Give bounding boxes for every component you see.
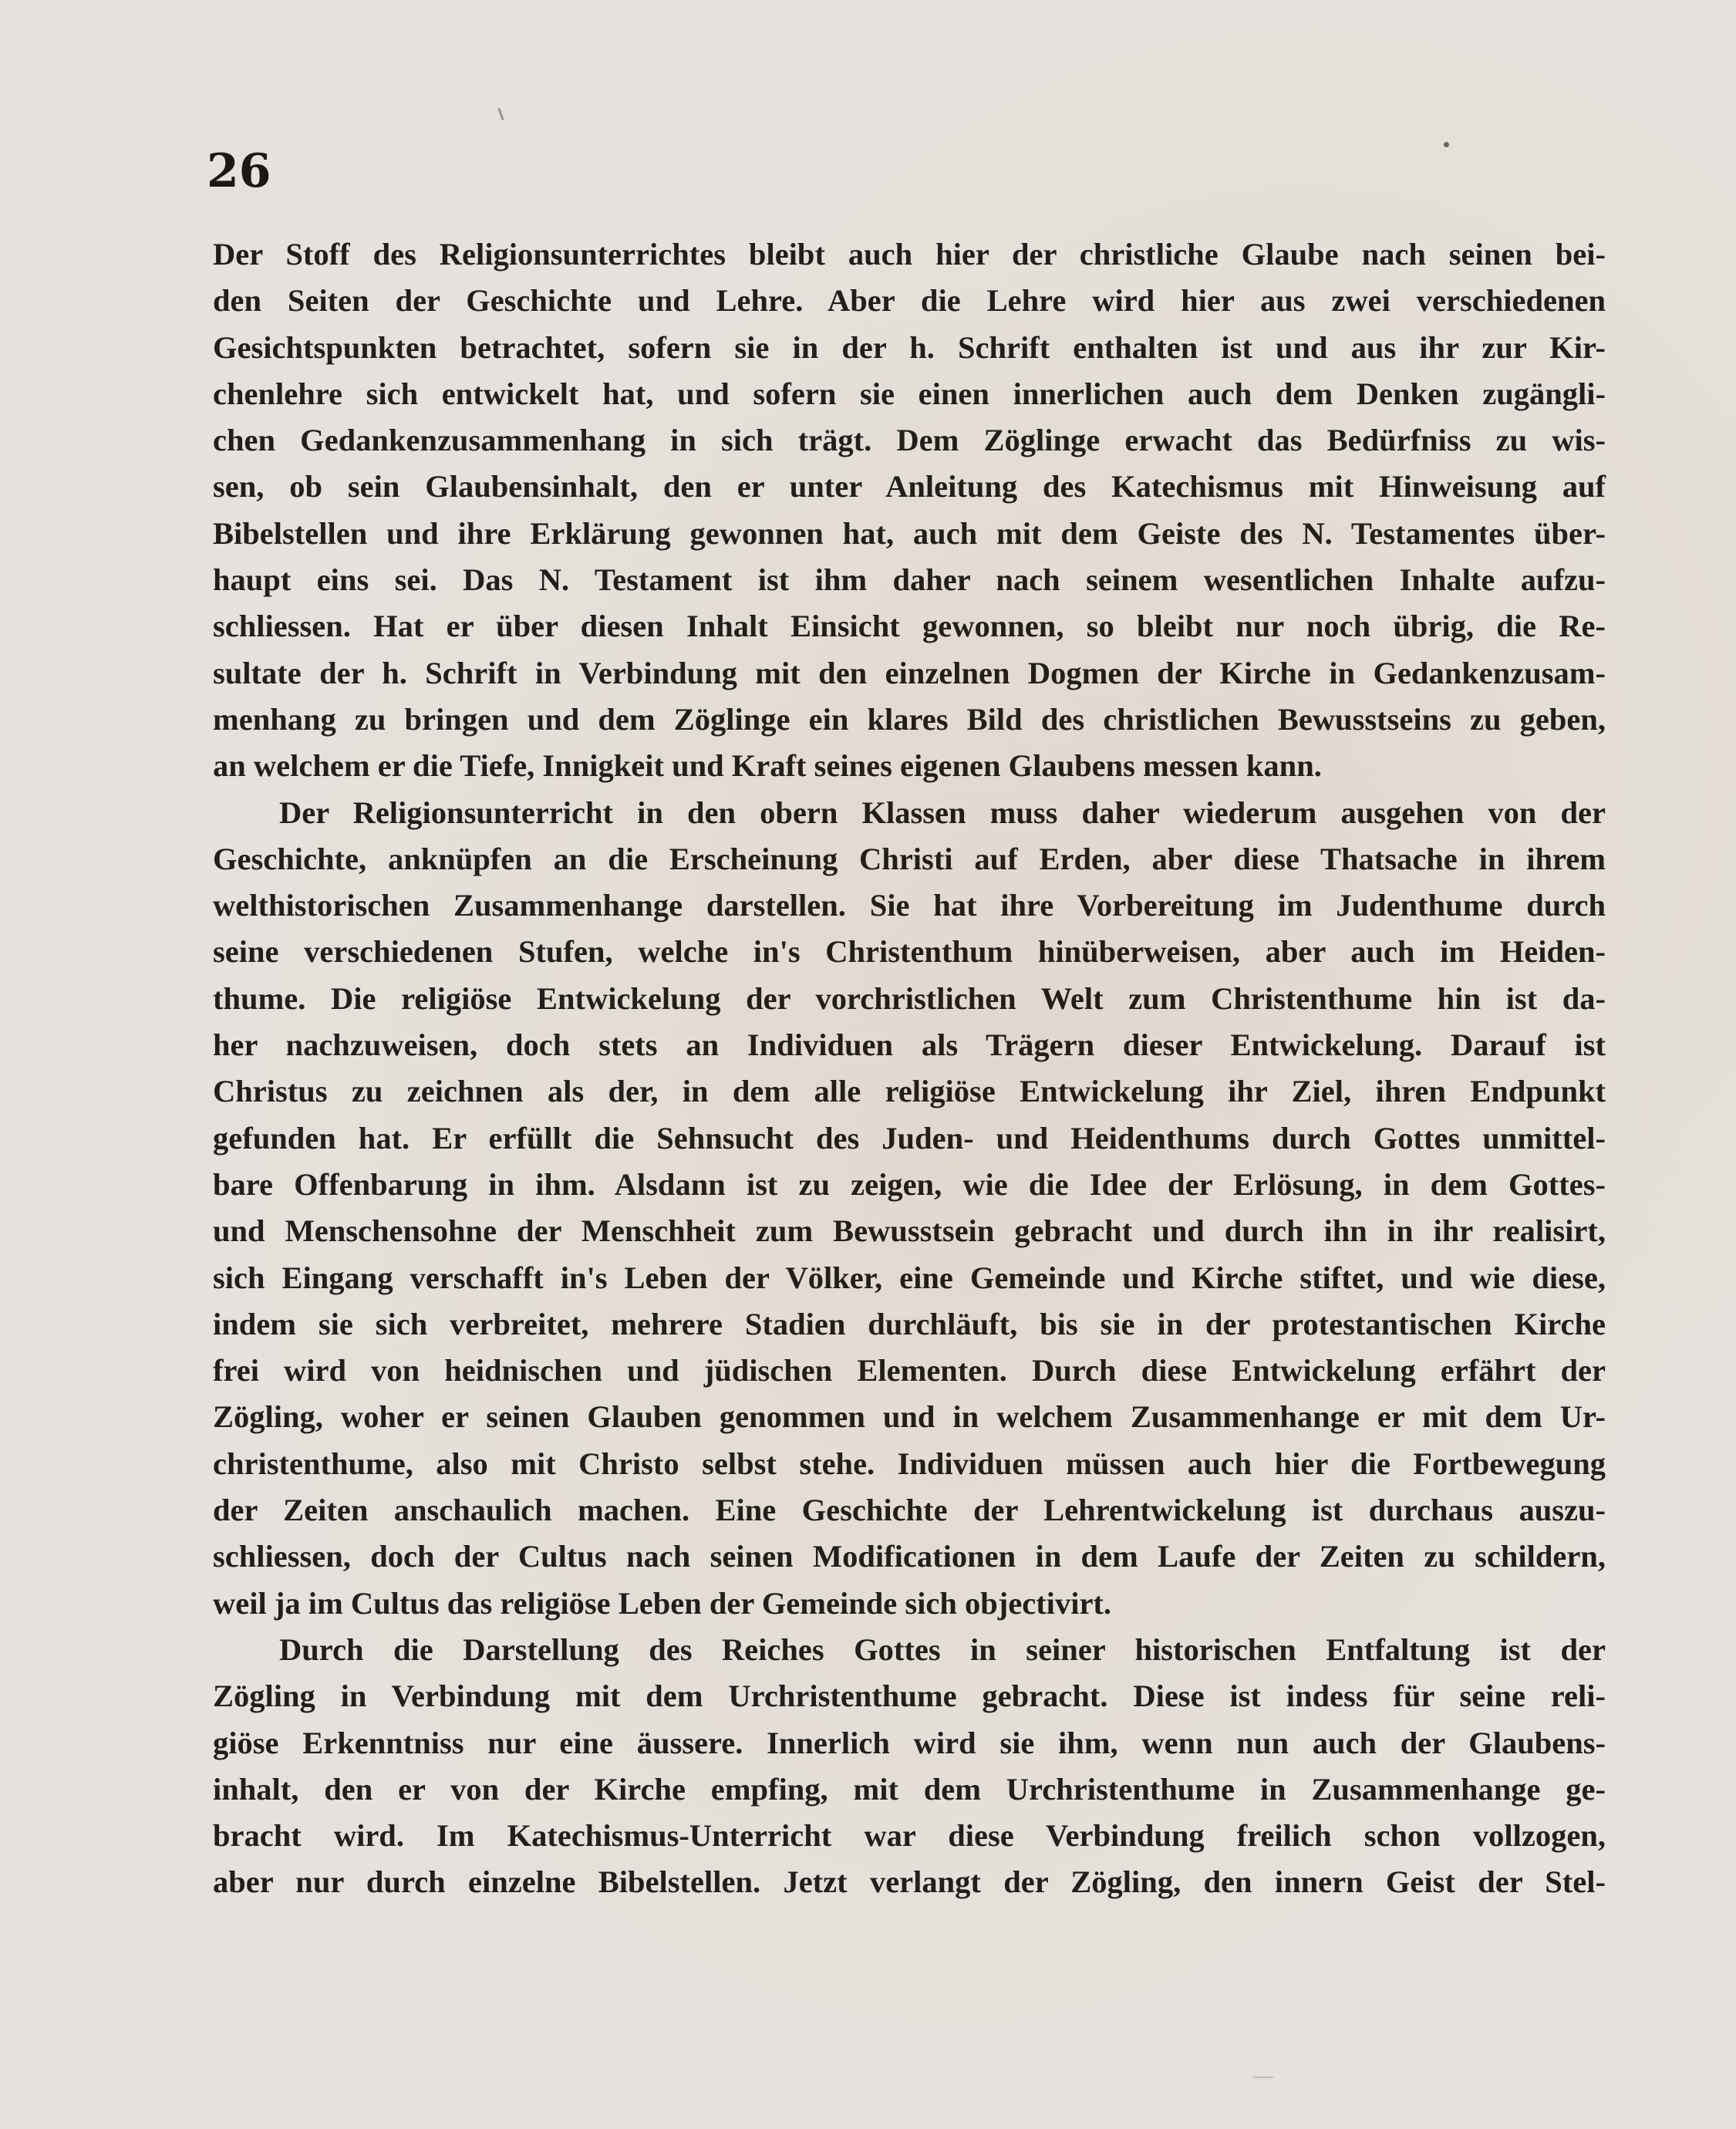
text-line: haupt eins sei. Das N. Testament ist ihm daher nach seinem wesentlichen Inhalte aufzu- [213, 562, 1606, 598]
text-line: Der Religionsunterricht in den obern Klassen muss daher wiederum ausgehen von der [279, 795, 1606, 830]
text-line: Der Stoff des Religionsunterrichtes bleibt auch hier der christliche Glaube nach seinen bei- [213, 237, 1606, 272]
text-line: sultate der h. Schrift in Verbindung mit den einzelnen Dogmen der Kirche in Gedankenzusam- [213, 655, 1606, 690]
paper-mark [1253, 2077, 1273, 2078]
text-line: Christus zu zeichnen als der, in dem alle religiöse Entwickelung ihr Ziel, ihren Endpunkt [213, 1074, 1606, 1109]
text-line: gefunden hat. Er erfüllt die Sehnsucht des Juden- und Heidenthums durch Gottes unmittel- [213, 1120, 1606, 1156]
text-line: Zögling in Verbindung mit dem Urchristenthume gebracht. Diese ist indess für seine reli- [213, 1679, 1606, 1714]
text-line: Geschichte, anknüpfen an die Erscheinung Christi auf Erden, aber diese Thatsache in ihrem [213, 841, 1606, 876]
text-line: christenthume, also mit Christo selbst stehe. Individuen müssen auch hier die Fortbewegung [213, 1446, 1606, 1481]
text-line: her nachzuweisen, doch stets an Individuen als Trägern dieser Entwickelung. Darauf ist [213, 1027, 1606, 1063]
paragraph-1 [213, 231, 1606, 790]
text-line: Durch die Darstellung des Reiches Gottes in seiner historischen Entfaltung ist der [279, 1631, 1606, 1667]
text-line: inhalt, den er von der Kirche empfing, mit dem Urchristenthume in Zusammenhange ge- [213, 1771, 1606, 1807]
text-line: thume. Die religiöse Entwickelung der vorchristlichen Welt zum Christenthume hin ist da- [213, 980, 1606, 1016]
paragraph-3 [213, 1627, 1606, 1906]
text-line: aber nur durch einzelne Bibelstellen. Jetzt verlangt der Zögling, den innern Geist der Stel- [213, 1864, 1606, 1900]
text-line: und Menschensohne der Menschheit zum Bewusstsein gebracht und durch ihn in ihr realisirt, [213, 1213, 1606, 1249]
text-line: frei wird von heidnischen und jüdischen Elementen. Durch diese Entwickelung erfährt der [213, 1353, 1606, 1388]
text-line: der Zeiten anschaulich machen. Eine Geschichte der Lehrentwickelung ist durchaus auszu- [213, 1493, 1606, 1528]
text-line: sich Eingang verschafft in's Leben der Völker, eine Gemeinde und Kirche stiftet, und wie diese, [213, 1260, 1606, 1295]
text-line: den Seiten der Geschichte und Lehre. Aber die Lehre wird hier aus zwei verschiedenen [213, 283, 1606, 319]
text-line: menhang zu bringen und dem Zöglinge ein klares Bild des christlichen Bewusstseins zu geben, [213, 701, 1606, 737]
body-text [213, 231, 1606, 1906]
text-line: bracht wird. Im Katechismus-Unterricht war diese Verbindung freilich schon vollzogen, [213, 1818, 1606, 1854]
text-line: schliessen. Hat er über diesen Inhalt Einsicht gewonnen, so bleibt nur noch übrig, die Re- [213, 609, 1606, 644]
text-line: chenlehre sich entwickelt hat, und sofern sie einen innerlichen auch dem Denken zugängli- [213, 376, 1606, 411]
text-line: indem sie sich verbreitet, mehrere Stadien durchläuft, bis sie in der protestantischen Kirche [213, 1306, 1606, 1341]
text-line: sen, ob sein Glaubensinhalt, den er unter Anleitung des Katechismus mit Hinweisung auf [213, 469, 1606, 504]
text-line: bare Offenbarung in ihm. Alsdann ist zu zeigen, wie die Idee der Erlösung, in dem Gottes- [213, 1166, 1606, 1202]
page-number: 26 [207, 144, 271, 198]
text-line: weil ja im Cultus das religiöse Leben der Gemeinde sich objectivirt. [213, 1585, 1112, 1621]
paper-speck [1444, 142, 1449, 147]
text-line: chen Gedankenzusammenhang in sich trägt. Dem Zöglinge erwacht das Bedürfniss zu wis- [213, 423, 1606, 458]
text-line: seine verschiedenen Stufen, welche in's Christenthum hinüberweisen, aber auch im Heiden- [213, 934, 1606, 970]
paragraph-2 [213, 790, 1606, 1627]
text-line: giöse Erkenntniss nur eine äussere. Innerlich wird sie ihm, wenn nun auch der Glaubens- [213, 1725, 1606, 1760]
text-line: an welchem er die Tiefe, Innigkeit und Kraft seines eigenen Glaubens messen kann. [213, 748, 1322, 784]
paper-mark [497, 108, 504, 120]
text-line: Gesichtspunkten betrachtet, sofern sie in der h. Schrift enthalten ist und aus ihr zur Kir- [213, 329, 1606, 365]
text-line: welthistorischen Zusammenhange darstellen. Sie hat ihre Vorbereitung im Judenthume durch [213, 888, 1606, 923]
text-line: Zögling, woher er seinen Glauben genommen und in welchem Zusammenhange er mit dem Ur- [213, 1399, 1606, 1435]
text-line: schliessen, doch der Cultus nach seinen Modificationen in dem Laufe der Zeiten zu schildern, [213, 1539, 1606, 1574]
text-line: Bibelstellen und ihre Erklärung gewonnen hat, auch mit dem Geiste des N. Testamentes über- [213, 515, 1606, 551]
